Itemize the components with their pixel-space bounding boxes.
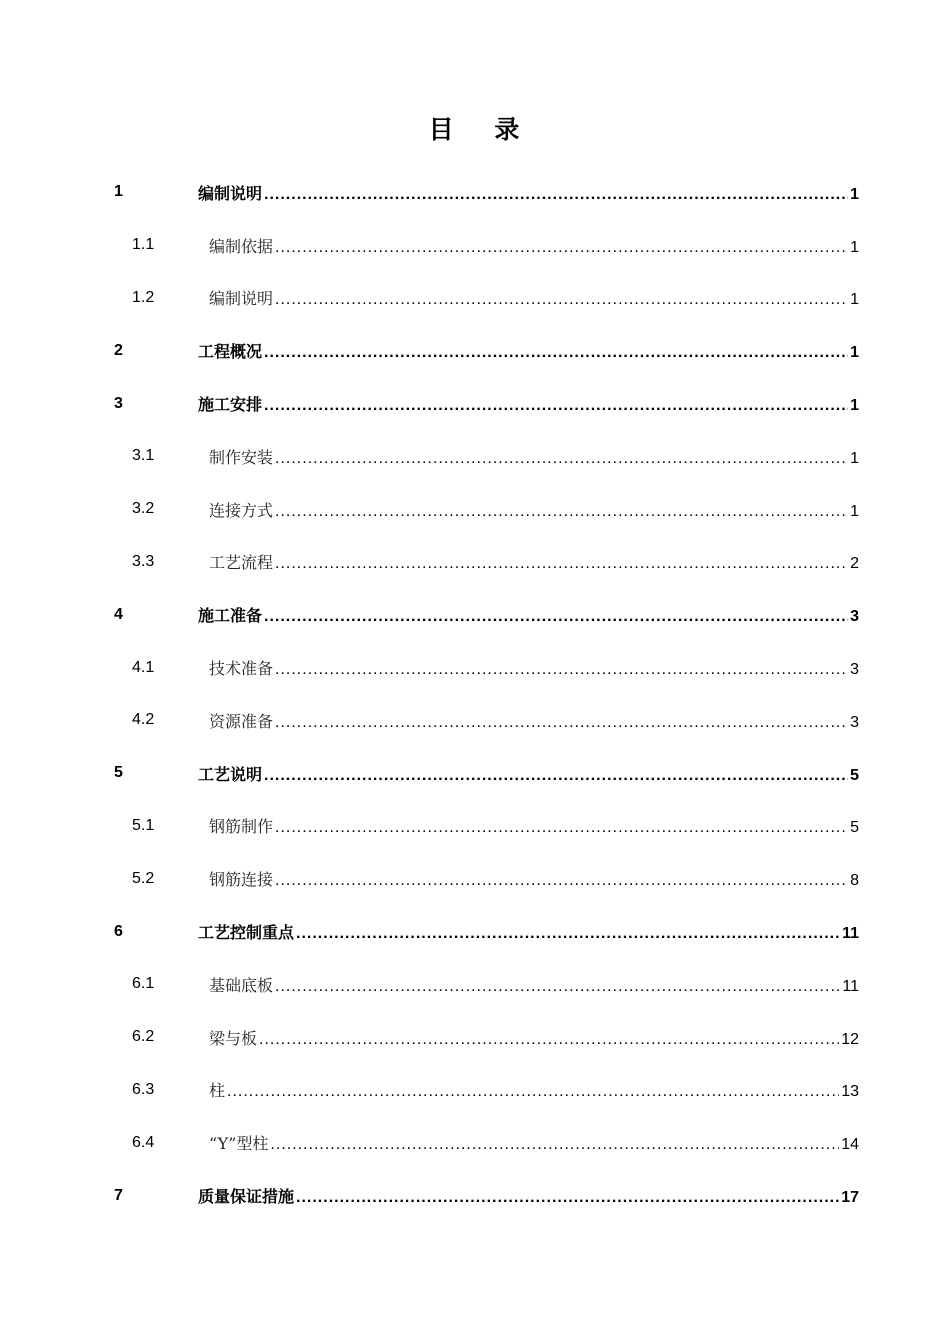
toc-entry-label: 柱 [209, 1081, 226, 1101]
toc-entry-number: 5.2 [132, 869, 155, 887]
dot-leader [264, 767, 848, 785]
toc-entry-line [209, 814, 859, 837]
dot-leader [275, 239, 848, 257]
toc-entry[interactable] [0, 747, 950, 800]
toc-entry-line [198, 181, 859, 204]
toc-entry[interactable] [0, 1011, 950, 1064]
toc-entry-line [209, 234, 859, 257]
toc-entry-number: 1 [114, 183, 123, 201]
toc-entry-label: 钢筋连接 [209, 870, 274, 890]
toc-entry[interactable] [0, 852, 950, 905]
toc-entry-page: 1 [850, 344, 859, 362]
toc-entry[interactable] [0, 800, 950, 853]
toc-entry-page: 1 [850, 238, 859, 256]
toc-entry-label: 基础底板 [209, 975, 274, 995]
toc-entry[interactable] [0, 1169, 950, 1222]
toc-entry-page: 1 [850, 397, 859, 415]
toc-entry-label: 工艺控制重点 [198, 923, 295, 943]
toc-entry-line [198, 392, 859, 415]
dot-leader [275, 503, 848, 521]
toc-entry-page: 11 [842, 925, 859, 943]
toc-entry-page: 5 [850, 766, 859, 784]
dot-leader [275, 661, 848, 679]
toc-entry-line [209, 1026, 859, 1049]
dot-leader [227, 1083, 839, 1101]
toc-entry[interactable] [0, 536, 950, 589]
toc-entry-label: 工艺说明 [198, 764, 263, 784]
toc-entry-line [209, 867, 859, 890]
toc-entry-label: 连接方式 [209, 500, 274, 520]
dot-leader [275, 872, 848, 890]
dot-leader [264, 608, 848, 626]
toc-entry-page: 1 [850, 185, 859, 203]
toc-entry-line [209, 709, 859, 732]
toc-entry-line [209, 550, 859, 573]
table-of-contents [0, 166, 950, 1222]
toc-entry-number: 6 [114, 922, 123, 940]
toc-entry-page: 17 [841, 1189, 859, 1207]
toc-entry-number: 4.2 [132, 711, 155, 729]
toc-entry-number: 5 [114, 764, 123, 782]
toc-entry[interactable] [0, 219, 950, 272]
toc-entry-page: 12 [841, 1030, 859, 1048]
dot-leader [275, 555, 848, 573]
toc-entry-number: 6.4 [132, 1133, 155, 1151]
toc-entry-label: 梁与板 [209, 1028, 258, 1048]
toc-entry-number: 7 [114, 1186, 123, 1204]
toc-entry-number: 6.3 [132, 1080, 155, 1098]
toc-entry-line [209, 286, 859, 309]
dot-leader [296, 1189, 839, 1207]
toc-entry-page: 13 [841, 1083, 859, 1101]
toc-entry-page: 3 [850, 713, 859, 731]
toc-entry-page: 2 [850, 555, 859, 573]
toc-entry-number: 3 [114, 394, 123, 412]
dot-leader [296, 925, 840, 943]
toc-entry-label: 质量保证措施 [198, 1187, 295, 1207]
toc-entry-page: 11 [842, 977, 859, 995]
dot-leader [275, 714, 848, 732]
toc-entry-label: 工程概况 [198, 342, 263, 362]
toc-entry[interactable] [0, 324, 950, 377]
toc-entry[interactable] [0, 1064, 950, 1117]
toc-entry-page: 1 [850, 291, 859, 309]
toc-entry-page: 14 [841, 1136, 859, 1154]
toc-entry-label: 钢筋制作 [209, 817, 274, 837]
toc-entry-label: 工艺流程 [209, 553, 274, 573]
toc-entry-page: 3 [850, 608, 859, 626]
toc-entry[interactable] [0, 641, 950, 694]
toc-entry[interactable] [0, 166, 950, 219]
toc-entry[interactable] [0, 588, 950, 641]
dot-leader [275, 291, 848, 309]
toc-entry-label: 资源准备 [209, 711, 274, 731]
toc-entry-page: 1 [850, 502, 859, 520]
toc-entry[interactable] [0, 958, 950, 1011]
toc-entry-label: 技术准备 [209, 659, 274, 679]
toc-entry-label: 制作安装 [209, 447, 274, 467]
toc-entry-number: 6.2 [132, 1028, 155, 1046]
toc-entry-label: 编制说明 [198, 183, 263, 203]
toc-entry-line [209, 1078, 859, 1101]
dot-leader [264, 186, 848, 204]
toc-entry[interactable] [0, 694, 950, 747]
toc-entry-number: 4.1 [132, 658, 155, 676]
toc-entry-line [198, 1184, 859, 1207]
toc-entry-number: 1.2 [132, 288, 155, 306]
toc-entry[interactable] [0, 905, 950, 958]
toc-entry[interactable] [0, 483, 950, 536]
toc-entry-number: 4 [114, 605, 123, 623]
dot-leader [270, 1136, 839, 1154]
dot-leader [275, 978, 840, 996]
dot-leader [264, 344, 848, 362]
toc-entry-line [198, 762, 859, 785]
toc-entry-page: 3 [850, 661, 859, 679]
toc-entry-line [209, 1131, 859, 1154]
toc-entry-line [198, 603, 859, 626]
toc-entry-line [209, 445, 859, 468]
dot-leader [275, 819, 848, 837]
toc-entry-line [209, 498, 859, 521]
toc-entry-number: 1.1 [132, 236, 155, 254]
toc-entry-number: 3.3 [132, 552, 155, 570]
toc-entry-number: 2 [114, 341, 123, 359]
toc-entry-line [209, 973, 859, 996]
dot-leader [264, 397, 848, 415]
toc-entry-number: 3.1 [132, 447, 155, 465]
toc-entry-label: “Y”型柱 [209, 1134, 269, 1154]
dot-leader [259, 1031, 839, 1049]
toc-entry-page: 8 [850, 872, 859, 890]
toc-entry[interactable] [0, 430, 950, 483]
toc-entry-page: 5 [850, 819, 859, 837]
toc-entry-number: 6.1 [132, 975, 155, 993]
toc-entry-label: 施工安排 [198, 395, 263, 415]
toc-entry-line [198, 920, 859, 943]
toc-entry-line [198, 339, 859, 362]
toc-entry-page: 1 [850, 449, 859, 467]
toc-entry-label: 编制依据 [209, 236, 274, 256]
toc-title: 目 录 [428, 115, 522, 144]
toc-entry-label: 编制说明 [209, 289, 274, 309]
toc-entry[interactable] [0, 377, 950, 430]
dot-leader [275, 450, 848, 468]
toc-entry-number: 3.2 [132, 500, 155, 518]
toc-entry-line [209, 656, 859, 679]
toc-entry[interactable] [0, 1116, 950, 1169]
toc-entry-number: 5.1 [132, 816, 155, 834]
toc-entry[interactable] [0, 272, 950, 325]
toc-entry-label: 施工准备 [198, 606, 263, 626]
